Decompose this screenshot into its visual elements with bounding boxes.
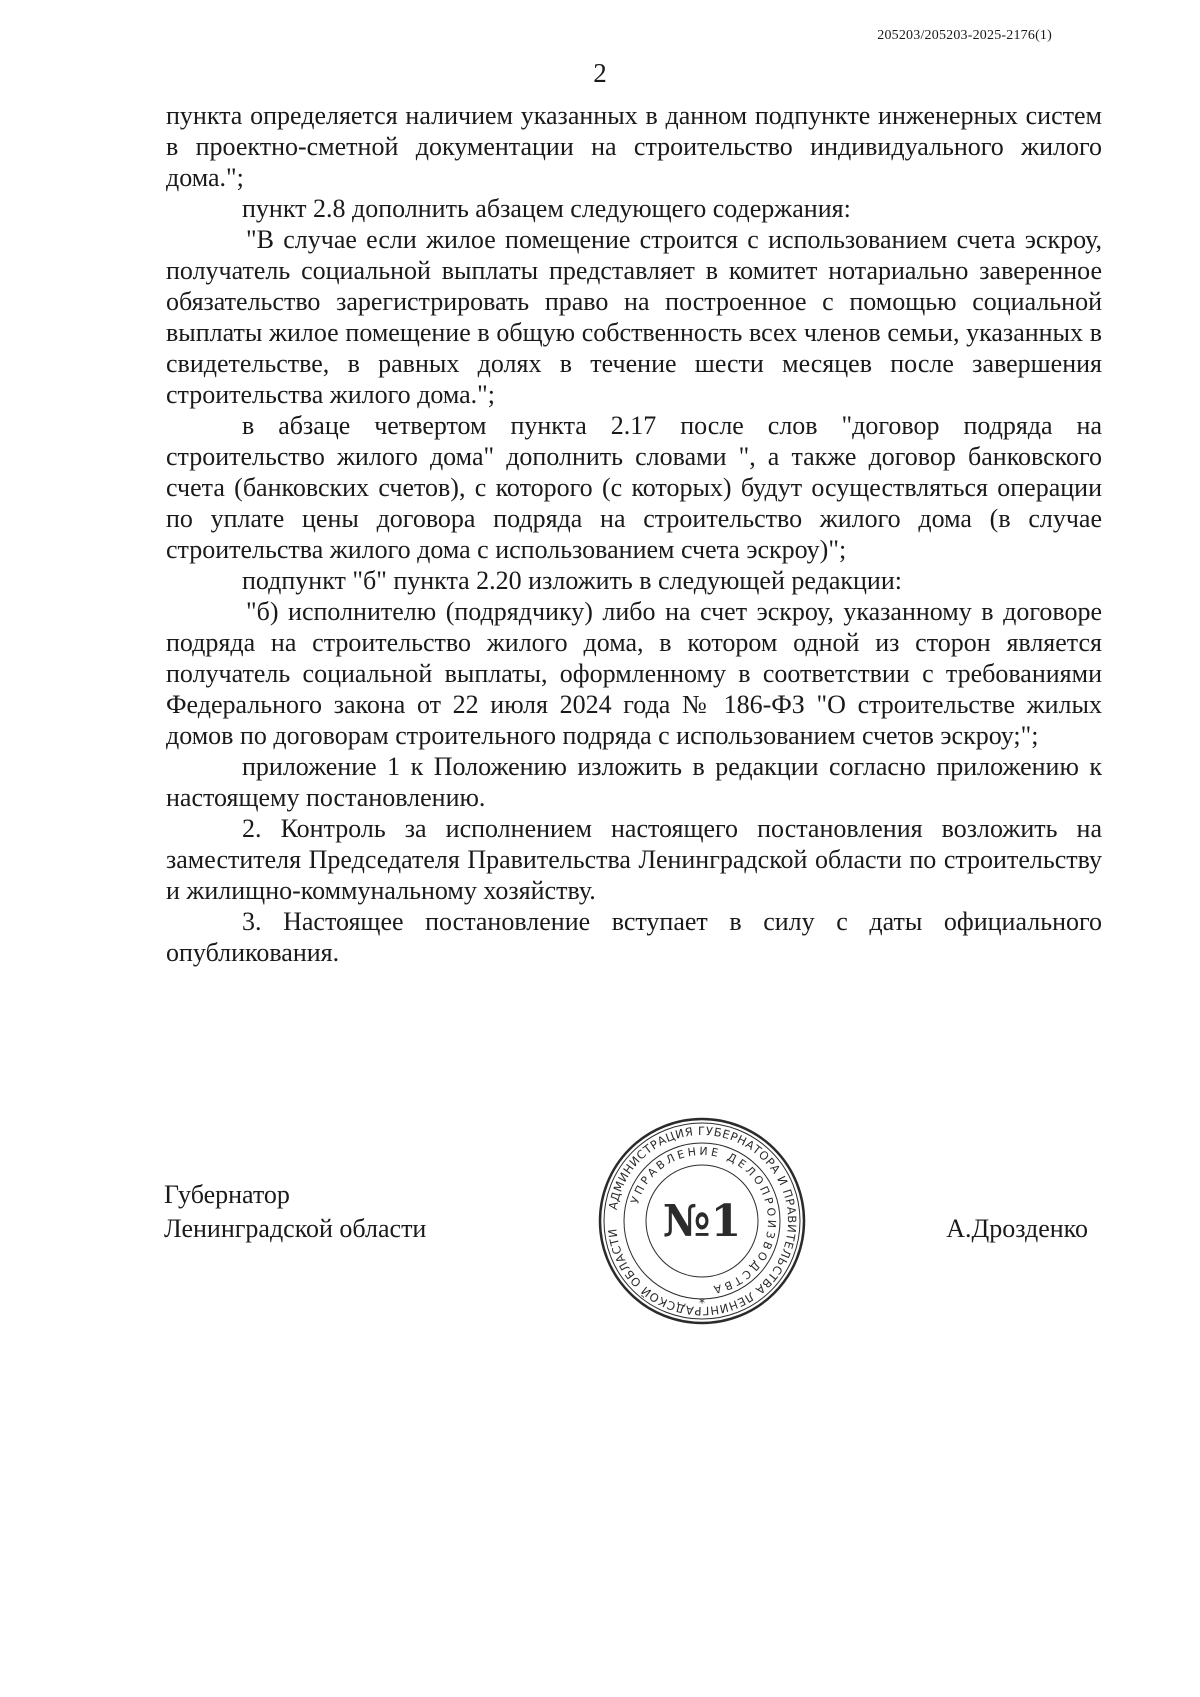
- paragraph-amend-2-8: пункт 2.8 дополнить абзацем следующего содержания:: [242, 194, 851, 223]
- paragraph-appendix: приложение 1 к Положению изложить в редакции согласно приложению к настоящему постановлению.: [166, 752, 1102, 812]
- document-number: 205203/205203-2025-2176(1): [877, 28, 1052, 43]
- paragraph-amend-2-20: подпункт "б" пункта 2.20 изложить в следующей редакции:: [242, 566, 902, 595]
- seal-inner-text: УПРАВЛЕНИЕ ДЕЛОПРОИЗВОДСТВА: [628, 1144, 779, 1297]
- signatory-position: [164, 1178, 426, 1246]
- seal-star-bottom-icon: *: [699, 1296, 705, 1310]
- paragraph-subitem-b-quote: "б) исполнителю (подрядчику) либо на счет эскроу, указанному в договоре подряда на строительство жилого дома, в котором одной из сторон является получатель социальной выплаты, оформленному в соответствии с требованиями Федерального закона от 22 июля 2024 года № 186-ФЗ "О строительстве жилых домов по договорам строительного подряда с использованием счетов эскроу;";: [166, 597, 1102, 750]
- seal-outer-text: АДМИНИСТРАЦИЯ ГУБЕРНАТОРА И ПРАВИТЕЛЬСТВА ЛЕНИНГРАДСКОЙ ОБЛАСТИ: [605, 1123, 800, 1319]
- signature-block: [0, 1178, 1200, 1328]
- paragraph-effective-date: 3. Настоящее постановление вступает в силу с даты официального опубликования.: [166, 907, 1102, 967]
- signatory-name: А.Дрозденко: [946, 1214, 1088, 1243]
- paragraph-continuation: пункта определяется наличием указанных в данном подпункте инженерных систем в проектно-сметной документации на строительство индивидуального жилого дома.";: [166, 101, 1102, 192]
- paragraph-control: 2. Контроль за исполнением настоящего постановления возложить на заместителя Председателя Правительства Ленинградской области по строительству и жилищно-коммунальному хозяйству.: [166, 814, 1102, 905]
- document-body: [166, 100, 1102, 968]
- paragraph-amend-2-17: в абзаце четвертом пункта 2.17 после слов "договор подряда на строительство жилого дома" дополнить словами ", а также договор банковского счета (банковских счетов), с которого (с которых) будут осуществляться операции по уплате цены договора подряда на строительство жилого дома (в случае строительства жилого дома с использованием счета эскроу)";: [166, 411, 1102, 564]
- paragraph-escrow-quote: "В случае если жилое помещение строится с использованием счета эскроу, получатель социальной выплаты представляет в комитет нотариально заверенное обязательство зарегистрировать право на построенное с помощью социальной выплаты жилое помещение в общую собственность всех членов семьи, указанных в свидетельстве, в равных долях в течение шести месяцев после завершения строительства жилого дома.";: [166, 225, 1102, 409]
- page-number: 2: [593, 58, 607, 88]
- seal-center-number: №1: [662, 1196, 742, 1247]
- signatory-position-line2: Ленинградской области: [164, 1214, 427, 1243]
- signatory-position-line1: Губернатор: [164, 1180, 290, 1209]
